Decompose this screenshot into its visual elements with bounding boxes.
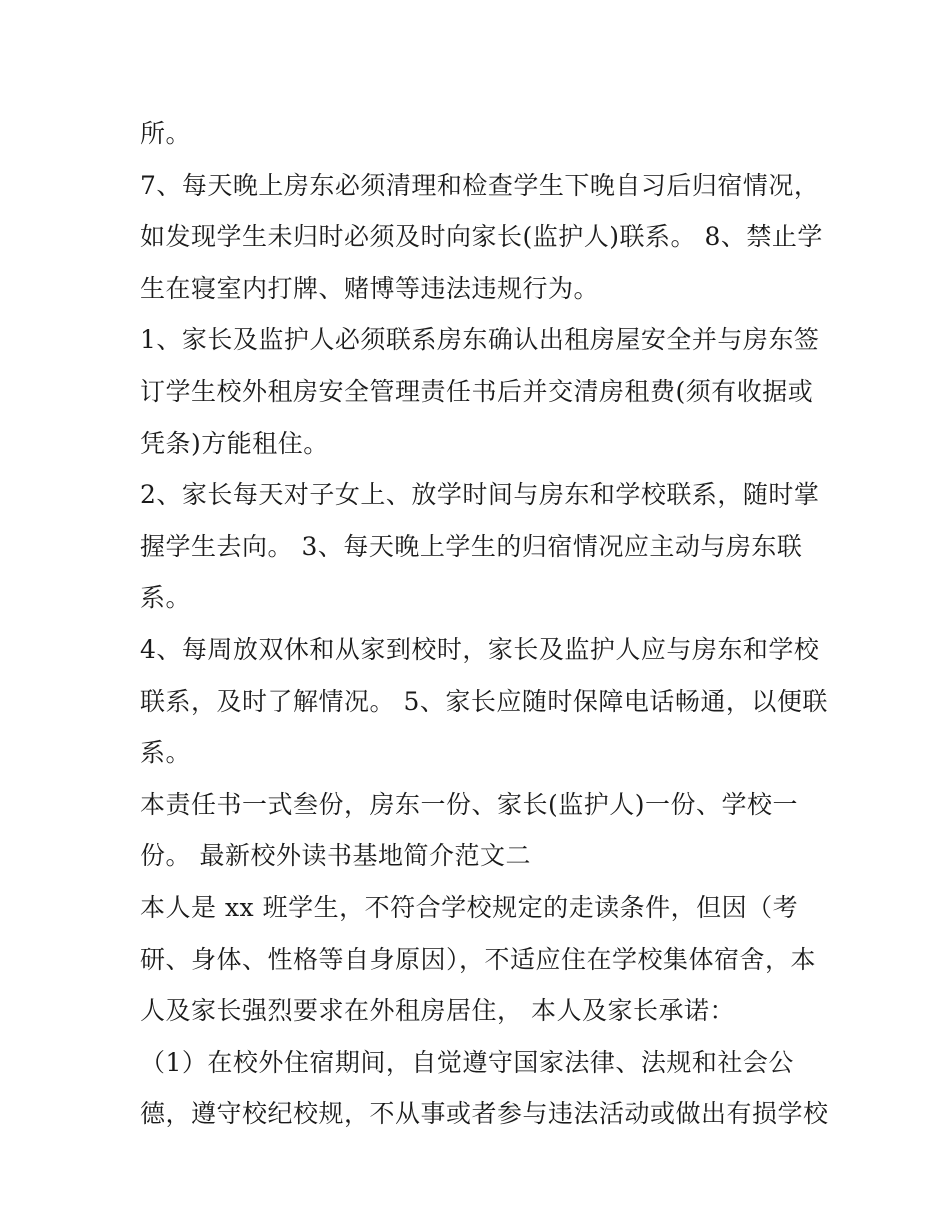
text-line: 1、家长及监护人必须联系房东确认出租房屋安全并与房东签 (140, 325, 820, 355)
text-line: 订学生校外租房安全管理责任书后并交清房租费(须有收据或 (140, 376, 814, 406)
text-line: 所。 (140, 119, 192, 148)
text-line: 本人是 xx 班学生，不符合学校规定的走读条件，但因（考 (140, 892, 799, 922)
text-line: 凭条)方能租住。 (140, 428, 329, 458)
text-line: 握学生去向。 3、每天晚上学生的归宿情况应主动与房东联 (140, 531, 803, 561)
text-line: 系。 (140, 583, 192, 613)
text-line: 系。 (140, 738, 192, 768)
text-line: 份。 最新校外读书基地简介范文二 (140, 841, 531, 871)
text-line: 人及家长强烈要求在外租房居住， 本人及家长承诺： (140, 996, 735, 1026)
text-line: 联系，及时了解情况。 5、家长应随时保障电话畅通，以便联 (140, 686, 828, 716)
text-line: 7、每天晚上房东必须清理和检查学生下晚自习后归宿情况， (140, 170, 820, 200)
text-line: 本责任书一式叁份，房东一份、家长(监护人)一份、学校一 (140, 789, 799, 819)
document-body (140, 108, 829, 1140)
text-line: 2、家长每天对子女上、放学时间与房东和学校联系，随时掌 (140, 480, 820, 510)
text-line: 4、每周放双休和从家到校时，家长及监护人应与房东和学校 (140, 634, 820, 664)
text-line: 德，遵守校纪校规，不从事或者参与违法活动或做出有损学校 (140, 1099, 829, 1129)
text-line: 生在寝室内打牌、赌博等违法违规行为。 (140, 273, 600, 303)
text-line: （1）在校外住宿期间，自觉遵守国家法律、法规和社会公 (140, 1047, 794, 1077)
text-line: 如发现学生未归时必须及时向家长(监护人)联系。 8、禁止学 (140, 222, 823, 252)
text-line: 研、身体、性格等自身原因），不适应住在学校集体宿舍，本 (140, 944, 817, 974)
